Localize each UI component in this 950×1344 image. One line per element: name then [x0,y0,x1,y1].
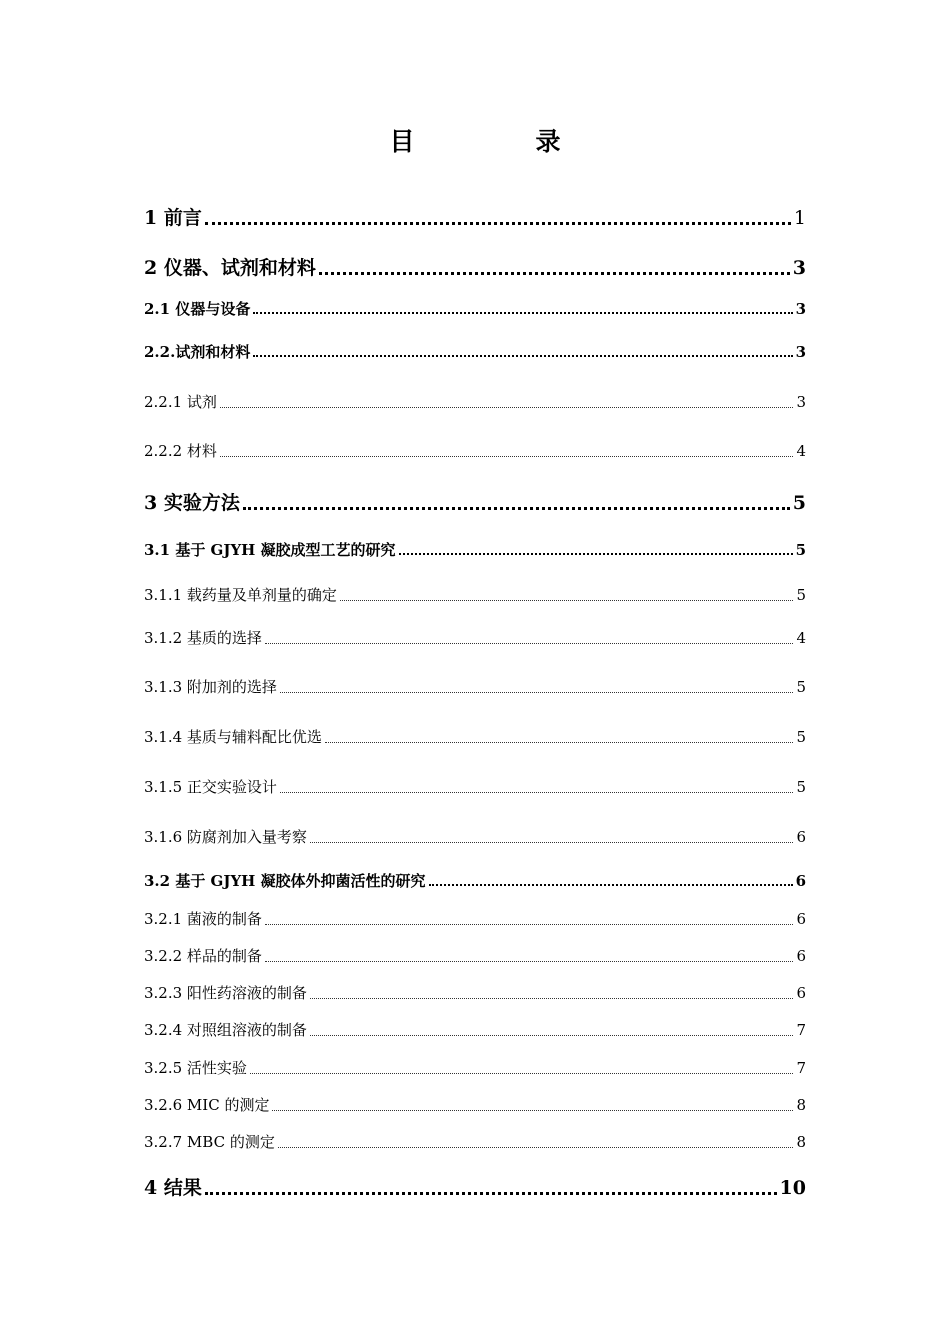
toc-entry-3-2-5[interactable] [144,1057,806,1078]
dot-leader [278,1147,794,1148]
dot-leader [310,1035,794,1036]
toc-entry-results[interactable] [144,1173,806,1200]
dot-leader [220,407,794,408]
toc-entry-3-1-3[interactable] [144,676,806,697]
toc-entry-page: 7 [796,1021,806,1039]
toc-entry-page: 8 [796,1096,806,1114]
toc-entry-2-2-2[interactable] [144,440,806,461]
toc-entry-instruments-reagents[interactable] [144,253,806,280]
toc-entry-3-1[interactable] [144,539,806,560]
dot-leader [205,222,791,225]
toc-entry-page: 5 [792,492,806,514]
toc-entry-page: 1 [793,207,806,229]
toc-entry-page: 7 [796,1059,806,1077]
dot-leader [325,742,794,743]
toc-entry-page: 3 [796,393,806,411]
toc-entry-label: 3.2.3 阳性药溶液的制备 [144,984,307,1002]
toc-entry-label: 3.1.3 附加剂的选择 [144,678,277,696]
dot-leader [253,312,792,314]
dot-leader [272,1110,793,1111]
dot-leader [399,553,793,555]
dot-leader [265,643,794,644]
toc-entry-page: 4 [796,442,806,460]
toc-entry-methods[interactable] [144,488,806,515]
dot-leader [265,961,794,962]
dot-leader [243,507,790,510]
toc-entry-label: 4 结果 [144,1177,202,1199]
toc-entry-3-2-7[interactable] [144,1131,806,1152]
toc-entry-label: 3.1.4 基质与辅料配比优选 [144,728,322,746]
toc-entry-label: 3.2.1 菌液的制备 [144,910,262,928]
toc-entry-page: 4 [796,629,806,647]
dot-leader [429,884,793,886]
toc-entry-page: 3 [792,257,806,279]
toc-entry-page: 5 [796,586,806,604]
toc-entry-3-2[interactable] [144,870,806,891]
dot-leader [205,1192,777,1195]
toc-entry-3-1-1[interactable] [144,584,806,605]
toc-entry-2-2[interactable] [144,341,806,362]
toc-entry-label: 3.2 基于 GJYH 凝胶体外抑菌活性的研究 [144,872,426,890]
toc-entry-3-2-1[interactable] [144,908,806,929]
dot-leader [280,792,794,793]
toc-entry-label: 2.1 仪器与设备 [144,300,251,318]
toc-entry-label: 2 仪器、试剂和材料 [144,257,316,279]
toc-entry-page: 6 [796,984,806,1002]
dot-leader [319,272,790,275]
toc-entry-page: 6 [796,910,806,928]
toc-entry-label: 3.1.5 正交实验设计 [144,778,277,796]
toc-entry-page: 5 [796,778,806,796]
toc-entry-label: 3.2.6 MIC 的测定 [144,1096,270,1114]
toc-entry-page: 5 [795,541,806,559]
toc-entry-page: 3 [795,300,806,318]
toc-entry-label: 3.2.2 样品的制备 [144,947,262,965]
toc-entry-label: 3.2.7 MBC 的测定 [144,1133,275,1151]
dot-leader [340,600,794,601]
toc-entry-3-1-5[interactable] [144,776,806,797]
page-title: 目 录 [389,127,609,156]
toc-entry-label: 3.1.1 载药量及单剂量的确定 [144,586,337,604]
toc-entry-label: 3 实验方法 [144,492,240,514]
toc-entry-label: 3.1 基于 GJYH 凝胶成型工艺的研究 [144,541,396,559]
dot-leader [220,456,794,457]
toc-entry-3-2-3[interactable] [144,982,806,1003]
toc-entry-page: 5 [796,728,806,746]
dot-leader [253,355,792,357]
toc-entry-3-2-4[interactable] [144,1019,806,1040]
toc-entry-label: 3.2.4 对照组溶液的制备 [144,1021,307,1039]
toc-entry-label: 3.2.5 活性实验 [144,1059,247,1077]
toc-entry-label: 2.2.试剂和材料 [144,343,251,361]
dot-leader [280,692,794,693]
toc-entry-2-1[interactable] [144,298,806,319]
toc-entry-label: 2.2.2 材料 [144,442,217,460]
toc-entry-page: 3 [795,343,806,361]
toc-entry-page: 6 [795,872,806,890]
toc-entry-preface[interactable] [144,203,806,230]
toc-entry-3-2-6[interactable] [144,1094,806,1115]
toc-entry-page: 8 [796,1133,806,1151]
toc-entry-page: 5 [796,678,806,696]
toc-entry-page: 10 [779,1177,806,1199]
toc-entry-label: 1 前言 [144,207,202,229]
dot-leader [250,1073,794,1074]
toc-entry-2-2-1[interactable] [144,391,806,412]
toc-entry-3-1-2[interactable] [144,627,806,648]
dot-leader [310,998,794,999]
toc-entry-label: 3.1.6 防腐剂加入量考察 [144,828,307,846]
toc-entry-3-2-2[interactable] [144,945,806,966]
toc-entry-label: 3.1.2 基质的选择 [144,629,262,647]
toc-entry-page: 6 [796,947,806,965]
toc-entry-3-1-4[interactable] [144,726,806,747]
toc-entry-label: 2.2.1 试剂 [144,393,217,411]
dot-leader [310,842,794,843]
toc-entry-page: 6 [796,828,806,846]
dot-leader [265,924,794,925]
toc-entry-3-1-6[interactable] [144,826,806,847]
